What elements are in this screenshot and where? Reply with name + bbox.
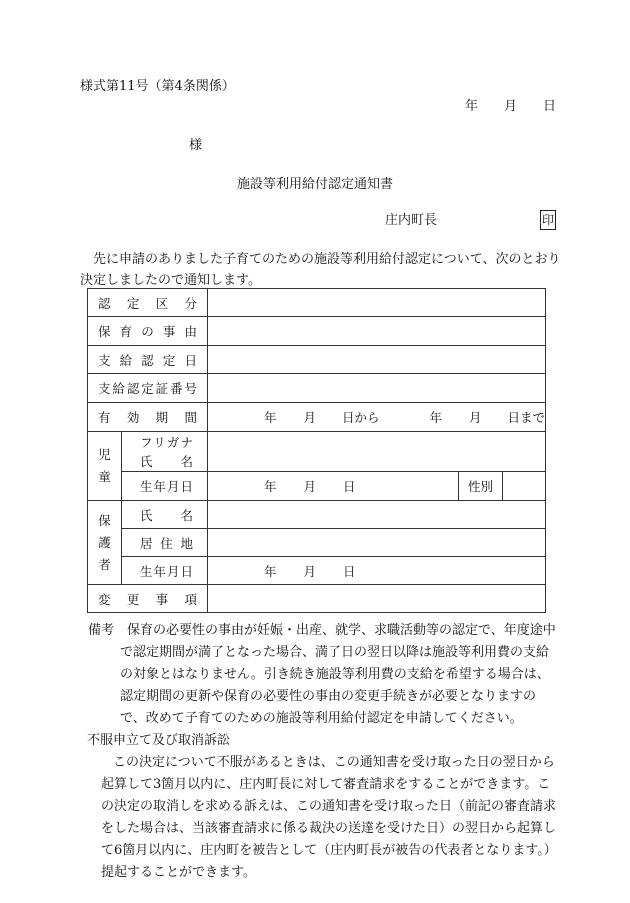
- value-child-name: [208, 432, 546, 472]
- label-yuko-kikan: 有効期間: [88, 403, 208, 432]
- value-guardian-name: [208, 501, 546, 529]
- row-child-birth: [88, 472, 546, 501]
- period-end-year: 年: [429, 410, 443, 425]
- period-start-year: 年: [264, 410, 277, 425]
- addressee-suffix: 様: [189, 138, 203, 153]
- date-year: 年: [464, 99, 478, 114]
- label-guardian-group: [88, 501, 122, 585]
- value-child-birth: [208, 472, 459, 501]
- label-child-sex: 性別: [459, 472, 503, 501]
- value-guardian-address: [208, 529, 546, 557]
- period-start-month: 月: [303, 410, 317, 425]
- remarks-paragraph: [88, 620, 558, 730]
- form-number: 様式第11号（第4条関係）: [80, 79, 235, 94]
- row-yuko-kikan: [88, 403, 546, 432]
- notes-section: [88, 620, 558, 884]
- row-guardian-name: [88, 501, 546, 529]
- value-child-sex: [503, 472, 546, 501]
- label-guardian-address: 居 住 地: [122, 529, 208, 557]
- row-guardian-birth: [88, 557, 546, 585]
- period-end-month: 月: [469, 410, 482, 425]
- guardian-birth-month: 月: [303, 563, 317, 579]
- row-henko-jiko: [88, 585, 546, 613]
- row-hoiku-jiyu: [88, 317, 546, 346]
- label-child-group: [88, 432, 122, 501]
- issuer-name: 庄内町長: [385, 213, 438, 228]
- child-birth-day: 日: [343, 479, 356, 494]
- label-guardian-birth: 生年月日: [122, 557, 208, 585]
- guardian-birth-year: 年: [264, 563, 277, 579]
- remarks-label: 備考: [88, 623, 115, 638]
- label-child-furigana: フリガナ: [140, 434, 194, 450]
- guardian-group-text: 保護者: [98, 512, 111, 572]
- label-guardian-name: 氏 名: [122, 501, 208, 529]
- label-child-name-text: 氏 名: [140, 453, 194, 469]
- label-shikyu-nintei-bi: 支給認定日: [88, 346, 208, 374]
- value-henko-jiko: [208, 585, 546, 613]
- row-nintei-kubun: [88, 289, 546, 317]
- value-yuko-kikan: [208, 403, 546, 432]
- label-child-name: [122, 432, 208, 472]
- child-group-text: 児童: [98, 447, 111, 484]
- date-day: 日: [542, 99, 556, 114]
- period-start-day: 日から: [342, 410, 380, 425]
- appeal-heading: 不服申立て及び取消訴訟: [87, 733, 231, 748]
- certification-table: [87, 288, 546, 613]
- child-birth-year: 年: [264, 479, 277, 494]
- intro-text: 先に申請のありました子育てのための施設等利用給付認定について、次のとおり決定しましたので通知します。: [80, 252, 561, 288]
- value-shikyu-bango: [208, 374, 546, 403]
- issue-date: [465, 100, 556, 113]
- guardian-birth-day: 日: [343, 563, 356, 579]
- value-hoiku-jiyu: [208, 317, 546, 346]
- date-month: 月: [503, 99, 517, 114]
- seal-mark: 印: [540, 210, 556, 230]
- value-guardian-birth: [208, 557, 546, 585]
- value-shikyu-nintei-bi: [208, 346, 546, 374]
- document-title: 施設等利用給付認定通知書: [236, 177, 393, 192]
- child-birth-month: 月: [303, 479, 317, 494]
- period-end-day: 日まで: [507, 410, 546, 425]
- value-nintei-kubun: [208, 289, 546, 317]
- label-child-birth: 生年月日: [122, 472, 208, 501]
- row-shikyu-bango: [88, 374, 546, 403]
- row-shikyu-nintei-bi: [88, 346, 546, 374]
- row-guardian-address: [88, 529, 546, 557]
- remarks-text: 保育の必要性の事由が妊娠・出産、就学、求職活動等の認定で、年度途中で認定期間が満了となった場合、満了日の翌日以降は施設等利用費の支給の対象とはなりません。引き続き施設等利用費の支給を希望する場合は、認定期間の更新や保育の必要性の事由の変更手続きが必要となりますので、改めて子育てのための施設等利用給付認定を申請してください。: [120, 623, 556, 726]
- row-child-name: [88, 432, 546, 472]
- label-shikyu-bango: 支給認定証番号: [88, 374, 208, 403]
- label-nintei-kubun: 認定区分: [88, 289, 208, 317]
- label-henko-jiko: 変更事項: [88, 585, 208, 613]
- label-hoiku-jiyu: 保育の事由: [88, 317, 208, 346]
- appeal-text: この決定について不服があるときは、この通知書を受け取った日の翌日から起算して3箇月以内に、庄内町長に対して審査請求をすることができます。この決定の取消しを求める訴えは、この通知書を受け取った日（前記の審査請求をした場合は、当該審査請求に係る裁決の送達を受けた日）の翌日から起算して6箇月以内に、庄内町を被告として（庄内町長が被告の代表者となります。）提起することができます。: [101, 755, 557, 880]
